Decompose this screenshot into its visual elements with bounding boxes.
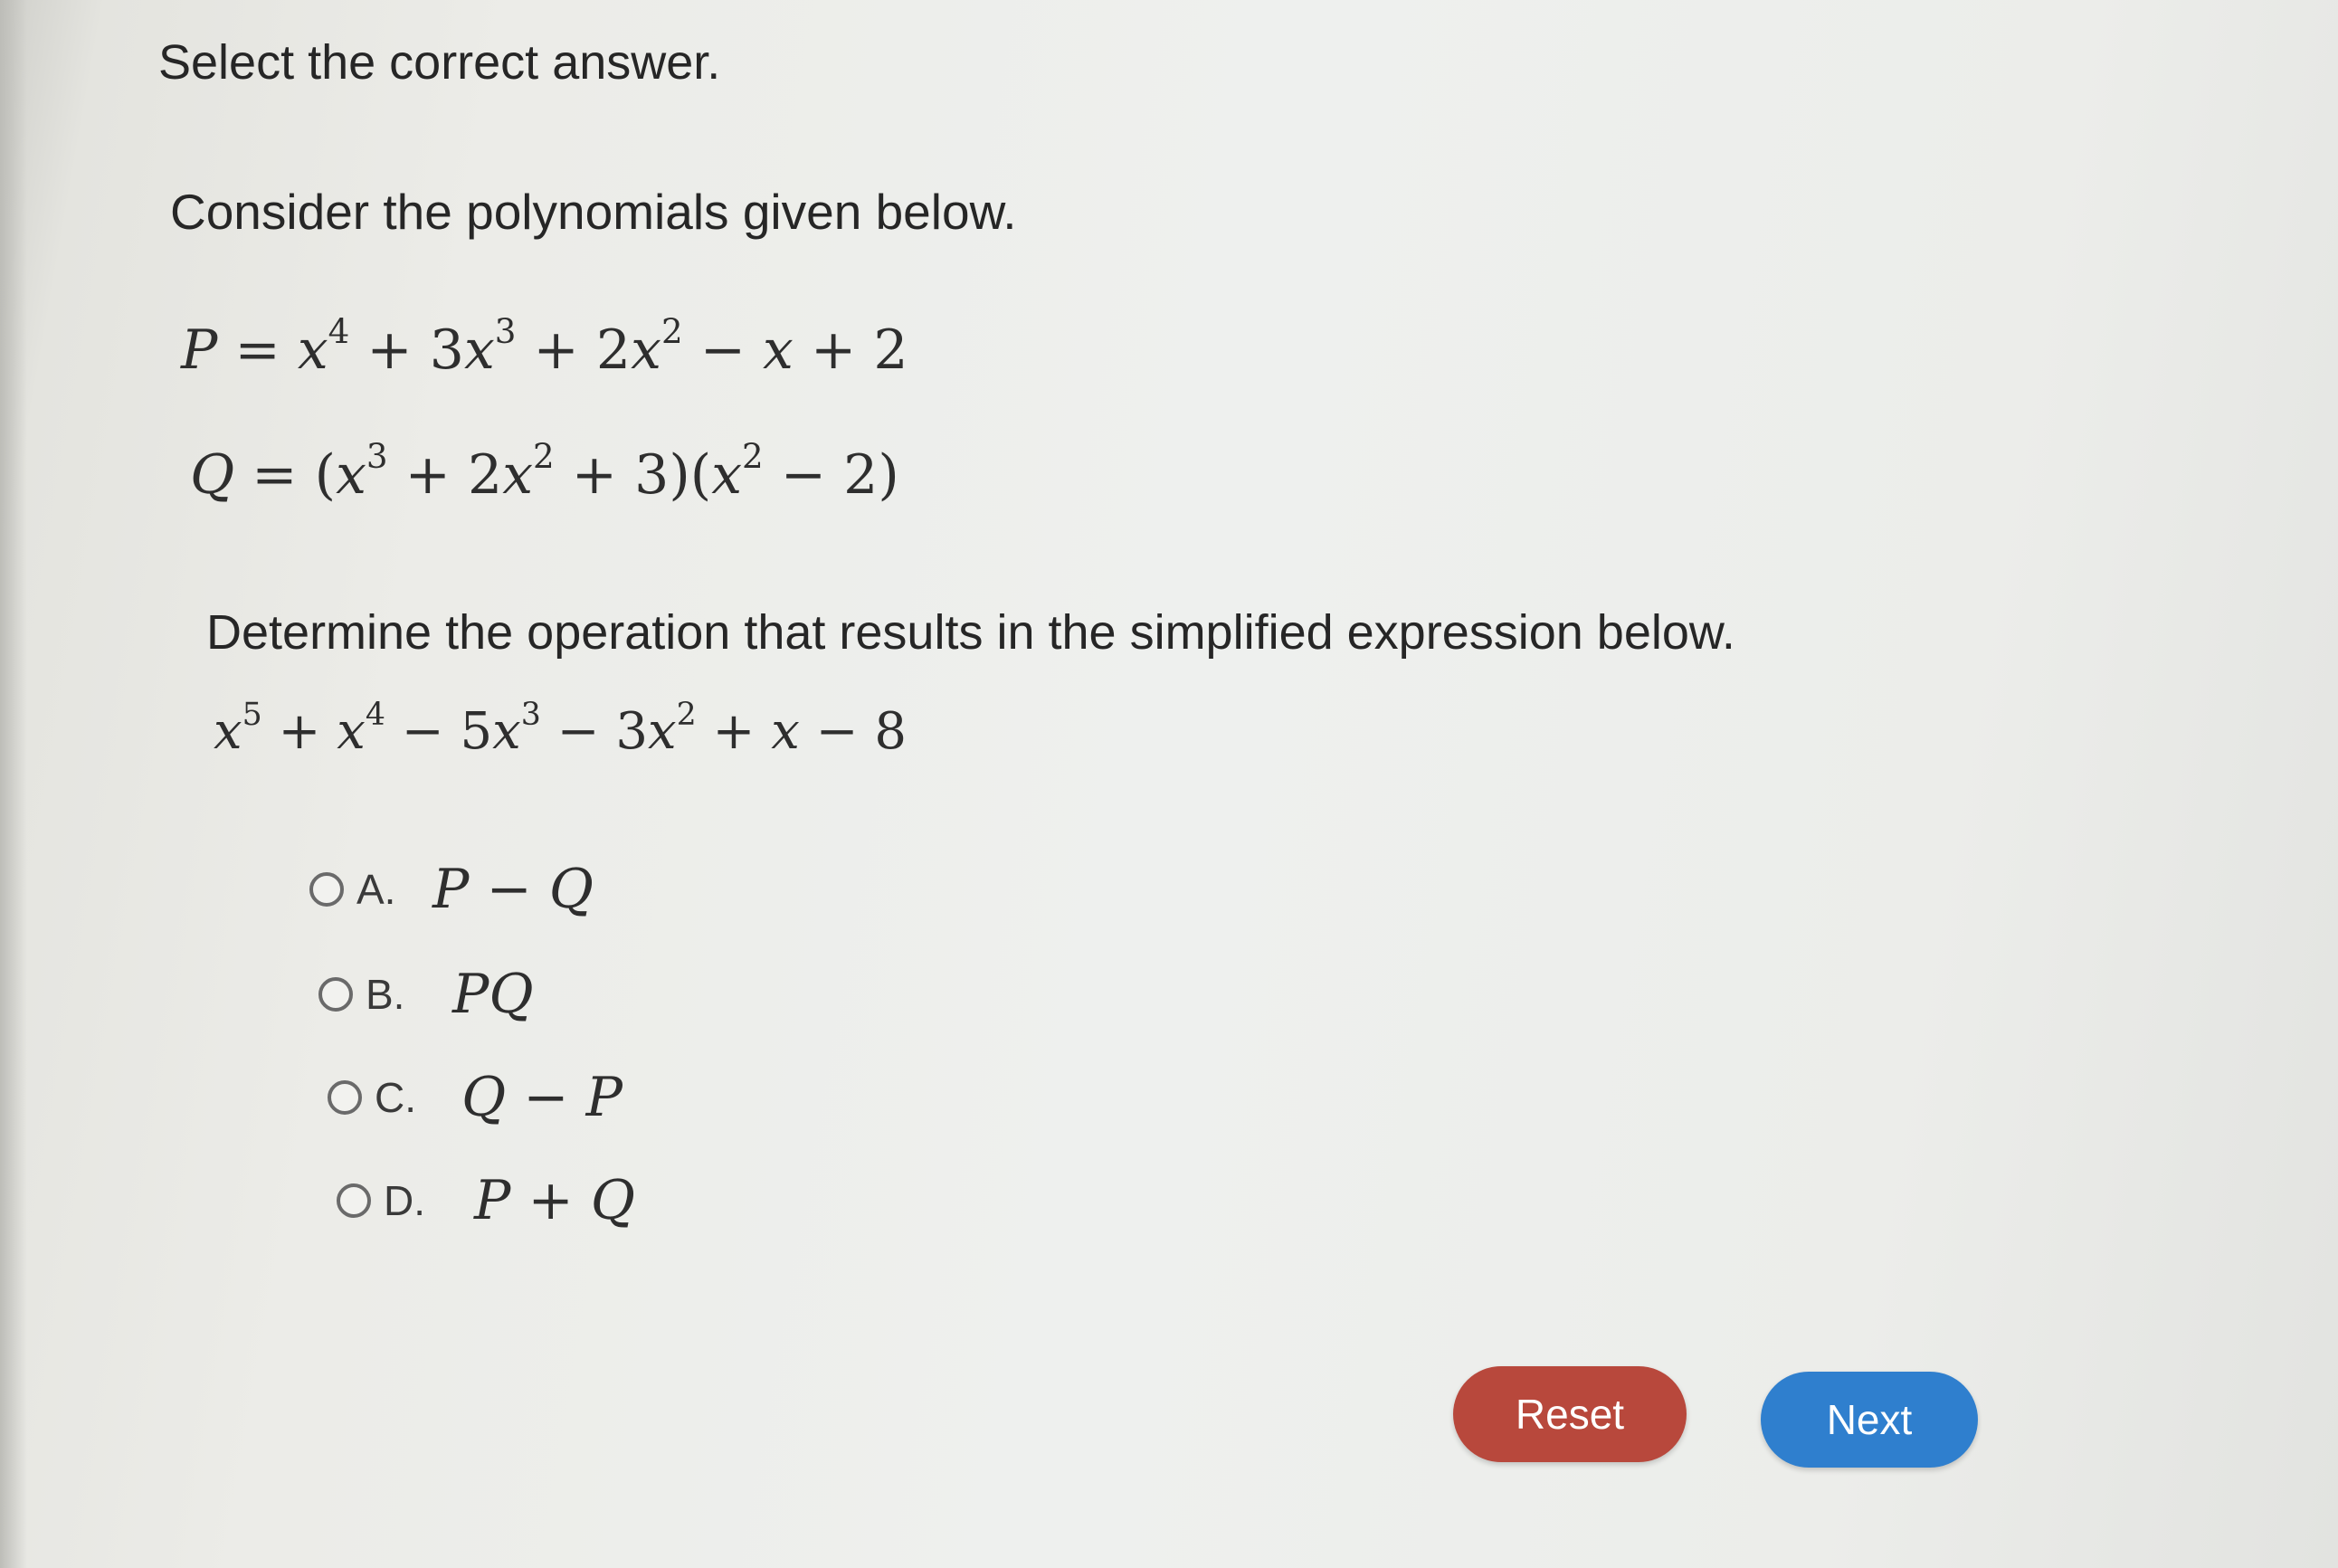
open-paren: ( <box>314 443 337 507</box>
minus-sign: − <box>556 702 600 761</box>
option-a-letter: A. <box>356 866 396 913</box>
polynomial-p <box>181 311 908 382</box>
next-button[interactable]: Next <box>1761 1372 1978 1468</box>
target-t2-base: x <box>337 702 366 761</box>
plus-sign: + <box>533 318 579 382</box>
target-t4-exp: 2 <box>676 696 697 733</box>
minus-sign: − <box>815 702 859 761</box>
plus-sign: + <box>404 443 451 507</box>
p-term3-coef: 2 <box>595 318 632 382</box>
target-t1-base: x <box>214 702 242 761</box>
p-term2-base: x <box>463 318 495 382</box>
q-f1-coef2: 2 <box>468 443 503 507</box>
option-c-expression: Q − P <box>461 1066 623 1129</box>
option-d[interactable] <box>337 1169 635 1232</box>
radio-button-b[interactable] <box>318 977 353 1012</box>
plus-sign: + <box>278 702 321 761</box>
target-t3-base: x <box>492 702 521 761</box>
option-d-expression: P + Q <box>474 1169 635 1232</box>
plus-sign: + <box>810 318 857 382</box>
p-term2-exp: 3 <box>494 311 517 352</box>
option-b[interactable] <box>318 963 534 1026</box>
target-t2-exp: 4 <box>365 696 385 733</box>
p-term5: 2 <box>873 318 908 382</box>
plus-sign: + <box>571 443 618 507</box>
close-paren: ) <box>878 443 899 507</box>
target-t5: x <box>771 702 800 761</box>
option-c-letter: C. <box>375 1074 416 1121</box>
minus-sign: − <box>699 318 746 382</box>
prompt-text: Determine the operation that results in the simplified expression below. <box>206 605 1735 660</box>
target-t4-coef: 3 <box>615 702 648 761</box>
q-f1-exp: 3 <box>366 436 388 477</box>
p-term3-exp: 2 <box>661 311 683 352</box>
option-a-expression: P − Q <box>432 858 594 921</box>
q-name: Q <box>190 443 235 507</box>
p-term1-exp: 4 <box>328 311 350 352</box>
target-t6: 8 <box>874 702 907 761</box>
minus-sign: − <box>401 702 444 761</box>
p-term2-coef: 3 <box>429 318 464 382</box>
open-paren: ( <box>689 443 712 507</box>
p-term1-base: x <box>297 318 328 382</box>
q-equals: = <box>252 443 298 507</box>
page-edge-shadow <box>0 0 27 1568</box>
target-t3-coef: 5 <box>460 702 493 761</box>
option-c[interactable] <box>328 1066 623 1129</box>
option-d-letter: D. <box>384 1177 425 1224</box>
polynomial-q <box>190 436 899 507</box>
instruction-text: Select the correct answer. <box>158 35 721 90</box>
p-term3-base: x <box>631 318 661 382</box>
target-t4-base: x <box>647 702 677 761</box>
p-term4: x <box>763 318 794 382</box>
p-equals: = <box>234 318 280 382</box>
intro-text: Consider the polynomials given below. <box>170 184 1017 240</box>
radio-button-c[interactable] <box>328 1080 362 1115</box>
option-b-expression: PQ <box>452 963 534 1026</box>
plus-sign: + <box>366 318 413 382</box>
close-paren: ) <box>669 443 690 507</box>
q-f1-exp2: 2 <box>533 436 555 477</box>
reset-button[interactable]: Reset <box>1453 1366 1687 1462</box>
q-f1-base: x <box>336 443 366 507</box>
target-expression <box>214 696 907 761</box>
target-t1-exp: 5 <box>242 696 262 733</box>
minus-sign: − <box>780 443 827 507</box>
option-b-letter: B. <box>366 971 405 1018</box>
q-f2-exp: 2 <box>742 436 764 477</box>
plus-sign: + <box>712 702 756 761</box>
q-f1-base2: x <box>502 443 534 507</box>
radio-button-d[interactable] <box>337 1183 371 1218</box>
p-name: P <box>181 318 218 382</box>
option-a[interactable] <box>309 858 594 921</box>
q-f1-const: 3 <box>634 443 670 507</box>
target-t3-exp: 3 <box>520 696 541 733</box>
q-f2-base: x <box>711 443 743 507</box>
radio-button-a[interactable] <box>309 872 344 907</box>
q-f2-const: 2 <box>843 443 879 507</box>
